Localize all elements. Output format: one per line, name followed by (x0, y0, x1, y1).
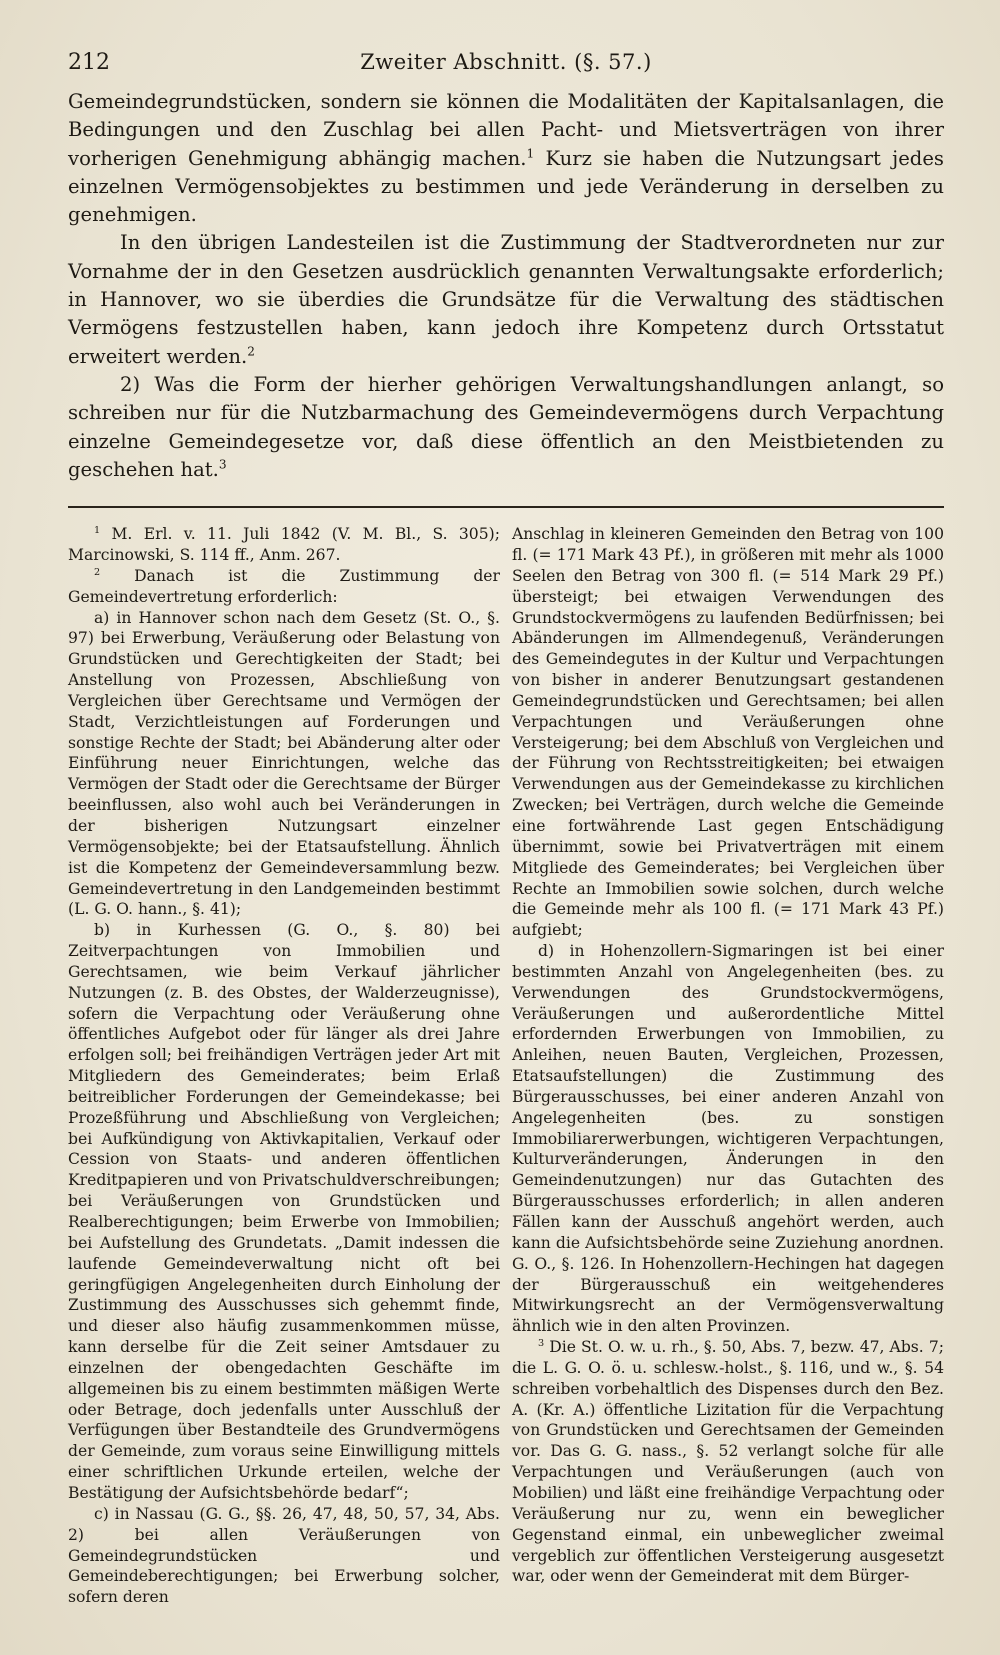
footnote-ref: 1 (526, 146, 535, 161)
paragraph-text: 2) Was die Form der hierher gehörigen Verwaltungshandlungen anlangt, so schreiben nur für die Nutzbarmachung des Gemeindevermögens durch Verpachtung einzelne Gemeindegesetze vor, daß diese öffentlich an den Meistbietenden zu geschehen hat. (68, 372, 944, 481)
footnote-mark: 2 (94, 566, 101, 578)
footnote (512, 1337, 944, 1587)
page-header (68, 44, 944, 78)
footnote-ref: 2 (247, 344, 255, 359)
footnote-mark: 3 (538, 1337, 545, 1349)
paragraph (68, 371, 944, 484)
footnote-text: Die St. O. w. u. rh., §. 50, Abs. 7, bezw. 47, Abs. 7; die L. G. O. ö. u. schlesw.-holst., §. 116, und w., §. 54 schreiben vorbehaltlich des Dispenses durch den Bez. A. (Kr. A.) öffentliche Lizitation für die Verpachtung von Grundstücken und Gerechtsamen der Gemeinden vor. Das G. G. nass., §. 52 verlangt solche für alle Verpachtungen und Veräußerungen (auch von Mobilien) und läßt eine freihändige Verpachtung oder Veräußerung nur zu, wenn ein beweglicher Gegenstand einmal, ein unbeweglicher zweimal vergeblich zur öffentlichen Versteigerung ausgesetzt war, oder wenn der Gemeinderat mit dem Bürger- (512, 1338, 944, 1586)
footnote-item: b) in Kurhessen (G. O., §. 80) bei Zeitverpachtungen von Immobilien und Gerechtsamen, wie beim Verkauf jährlicher Nutzungen (z. B. des Obstes, der Walderzeugnisse), sofern die Verpachtung oder Veräußerung ohne öffentliches Aufgebot oder für länger als drei Jahre erfolgen soll; bei freihändigen Verträgen jeder Art mit Mitgliedern des Gemeinderates; beim Erlaß beitreiblicher Forderungen der Gemeindekasse; bei Prozeßführung und Abschließung von Vergleichen; bei Aufkündigung von Aktivkapitalien, Verkauf oder Cession von Staats- und anderen öffentlichen Kreditpapieren und von Privatschuldverschreibungen; bei Veräußerungen von Grundstücken und Realberechtigungen; beim Erwerbe von Immobilien; bei Aufstellung des Grundetats. „Damit indessen die laufende Gemeindeverwaltung nicht oft bei geringfügigen Angelegenheiten durch Einholung der Zustimmung des Ausschusses sich gehemmt finde, und dieser also häufig zusammenkommen müsse, kann derselbe für die Zeit seiner Amtsdauer zu einzelnen der obengedachten Geschäfte im allgemeinen bis zu einem bestimmten mäßigen Werte oder Betrage, doch jedenfalls unter Ausschluß der Verfügungen über Bestandteile des Grundvermögens der Gemeinde, zum voraus seine Einwilligung mittels einer schriftlichen Urkunde erteilen, welche der Bestätigung der Aufsichtsbehörde bedarf“; (68, 921, 500, 1502)
footnote-column-left (68, 524, 500, 1608)
footnote-item: Anschlag in kleineren Gemeinden den Betrag von 100 fl. (= 171 Mark 43 Pf.), in größeren mit mehr als 1000 Seelen den Betrag von 300 fl. (= 514 Mark 29 Pf.) übersteigt; bei etwaigen Verwendungen des Grundstockvermögens zu laufenden Bedürfnissen; bei Abänderungen im Allmendegenuß, Veränderungen des Gemeindegutes in der Kultur und Verpachtungen von bisher in anderer Benutzungsart gestandenen Gemeindegrundstücken und Gerechtsamen; bei allen Verpachtungen und Veräußerungen ohne Versteigerung; bei dem Abschluß von Vergleichen und der Führung von Rechtsstreitigkeiten; bei etwaigen Verwendungen aus der Gemeindekasse zu kirchlichen Zwecken; bei Verträgen, durch welche die Gemeinde eine fortwährende Last gegen Entschädigung übernimmt, sowie bei Privatverträgen mit einem Mitgliede des Gemeinderates; bei Vergleichen über Rechte an Immobilien sowie solchen, durch welche die Gemeinde mehr als 100 fl. (= 171 Mark 43 Pf.) aufgiebt; (512, 525, 944, 940)
footnote-mark: 1 (94, 524, 101, 536)
paragraph (68, 88, 944, 229)
footnote (68, 524, 500, 566)
main-text (68, 88, 944, 484)
footnotes (68, 524, 944, 1608)
footnote-item: d) in Hohenzollern-Sigmaringen ist bei einer bestimmten Anzahl von Angelegenheiten (bes. zu Verwendungen des Grundstockvermögens, Veräußerungen und außerordentliche Mittel erfordernden Erwerbungen von Immobilien, zu Anleihen, neuen Bauten, Vergleichen, Prozessen, Etatsaufstellungen) die Zustimmung des Bürgerausschusses, bei einer anderen Anzahl von Angelegenheiten (bes. zu sonstigen Immobiliarerwerbungen, wichtigeren Verpachtungen, Kulturveränderungen, Änderungen in den Gemeindenutzungen) nur das Gutachten des Bürgerausschusses erforderlich; in allen anderen Fällen kann der Ausschuß angehört werden, auch kann die Aufsichtsbehörde seine Zuziehung anordnen. G. O., §. 126. In Hohenzollern-Hechingen hat dagegen der Bürgerausschuß ein weitgehenderes Mitwirkungsrecht an der Vermögensverwaltung ähnlich wie in den alten Provinzen. (512, 942, 944, 1336)
paragraph-text: Kurz sie haben die Nutzungsart jedes einzelnen Vermögensobjektes zu bestimmen und jede Veränderung in derselben zu genehmigen. (68, 146, 944, 227)
footnote (68, 566, 500, 608)
footnote-ref: 3 (218, 457, 227, 472)
paragraph-text: Gemeindegrundstücken, sondern sie können die Modalitäten der Kapitalsanlagen, die Bedingungen und den Zuschlag bei allen Pacht- und Mietsverträgen von ihrer vorherigen Genehmigung abhängig machen. (68, 90, 944, 170)
footnote-item: c) in Nassau (G. G., §§. 26, 47, 48, 50, 57, 34, Abs. 2) bei allen Veräußerungen von Gemeindegrundstücken und Gemeindeberechtigungen; bei Erwerbung solcher, sofern deren (68, 1504, 500, 1607)
footnote-divider (68, 506, 944, 508)
page-number: 212 (68, 50, 110, 75)
footnote-text: Danach ist die Zustimmung der Gemeindevertretung erforderlich: (68, 566, 500, 606)
paragraph (68, 229, 944, 370)
paragraph-text: In den übrigen Landesteilen ist die Zustimmung der Stadtverordneten nur zur Vornahme der in den Gesetzen ausdrücklich genannten Verwaltungsakte erforderlich; in Hannover, wo sie überdies die Grundsätze für die Verwaltung des städtischen Vermögens festzustellen haben, kann jedoch ihre Kompetenz durch Ortsstatut erweitert werden. (68, 231, 944, 368)
footnote-text: M. Erl. v. 11. Juli 1842 (V. M. Bl., S. 305); Marcinowski, S. 114 ff., Anm. 267. (68, 525, 500, 564)
footnote-column-right (512, 524, 944, 1608)
running-head: Zweiter Abschnitt. (§. 57.) (360, 50, 652, 74)
footnote-item: a) in Hannover schon nach dem Gesetz (St. O., §. 97) bei Erwerbung, Veräußerung oder Belastung von Grundstücken und Gerechtigkeiten der Stadt; bei Anstellung von Prozessen, Abschließung von Vergleichen über Gerechtsame und Vermögen der Stadt, Verzichtleistungen auf Forderungen und sonstige Rechte der Stadt; bei Abänderung alter oder Einführung neuer Einrichtungen, welche das Vermögen der Stadt oder die Gerechtsame der Bürger beeinflussen, also wohl auch bei Veränderungen in der bisherigen Nutzungsart einzelner Vermögensobjekte; bei der Etatsaufstellung. Ähnlich ist die Kompetenz der Gemeindeversammlung bezw. Gemeindevertretung in den Landgemeinden bestimmt (L. G. O. hann., §. 41); (68, 608, 500, 919)
